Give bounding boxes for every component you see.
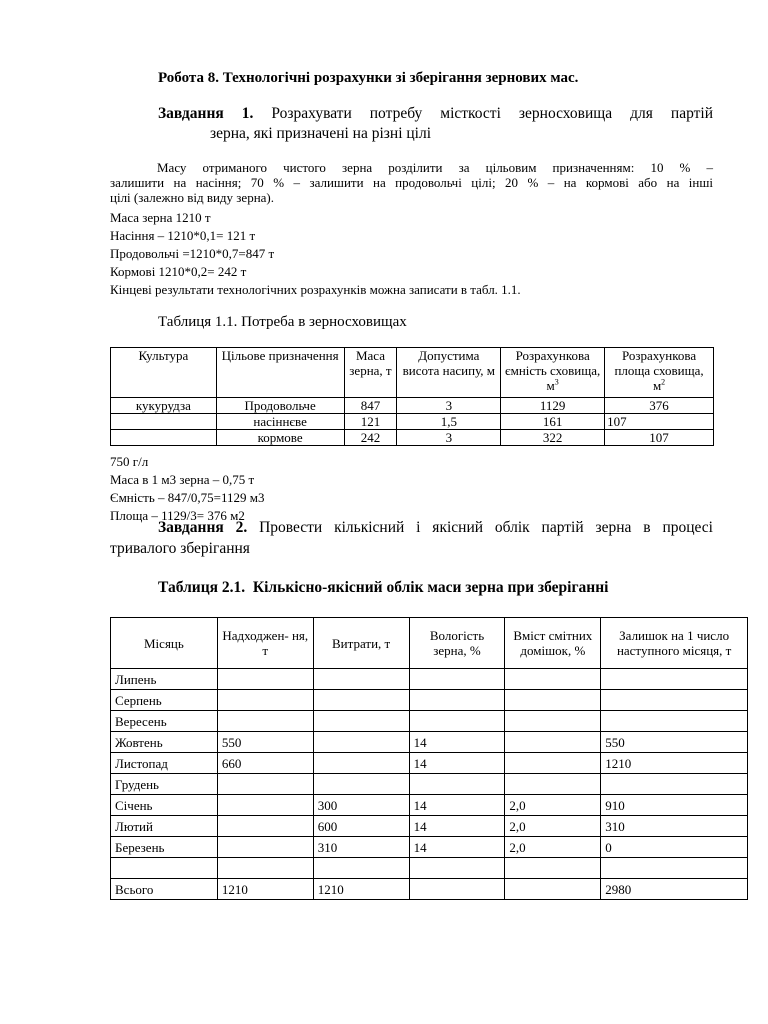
table-cell [409, 711, 505, 732]
table-cell [505, 753, 601, 774]
table-cell: 161 [501, 414, 605, 430]
table1-header: Культура [111, 348, 217, 398]
table-cell: 14 [409, 837, 505, 858]
table-cell [505, 732, 601, 753]
task2 [110, 517, 713, 559]
table-cell [505, 711, 601, 732]
table-cell: 2,0 [505, 837, 601, 858]
table-cell: 14 [409, 753, 505, 774]
task1-label: Завдання 1. [158, 105, 254, 122]
table-total-row [111, 879, 748, 900]
table-row [111, 858, 748, 879]
table-cell: 300 [313, 795, 409, 816]
table2-header-row [111, 618, 748, 669]
table-cell [505, 690, 601, 711]
superscript: 2 [661, 377, 666, 387]
table1-header: Допустима висота насипу, м [397, 348, 501, 398]
table-cell: Жовтень [111, 732, 218, 753]
table-cell: 242 [344, 430, 397, 446]
table1-header: Маса зерна, т [344, 348, 397, 398]
table-cell [505, 858, 601, 879]
table1-header [605, 348, 714, 398]
table-cell [111, 414, 217, 430]
task1-line2: зерна, які призначені на різні цілі [210, 125, 432, 142]
table-cell: 107 [605, 414, 714, 430]
table-cell: 1129 [501, 398, 605, 414]
intro-paragraph [110, 160, 713, 205]
table-row [111, 690, 748, 711]
table-cell [313, 711, 409, 732]
header-text: Розрахункова ємність сховища, м [505, 348, 601, 393]
table1-header: Цільове призначення [216, 348, 344, 398]
calc-line: Насіння – 1210*0,1= 121 т [110, 228, 256, 243]
table-row [111, 398, 714, 414]
table-cell [313, 753, 409, 774]
table-row [111, 414, 714, 430]
task1 [158, 104, 713, 144]
table-cell: 107 [605, 430, 714, 446]
task2-text: Провести кількісний і якісний облік партій зерна в процесі [247, 519, 713, 536]
note-line: Маса в 1 м3 зерна – 0,75 т [110, 472, 255, 487]
table-cell [217, 795, 313, 816]
table-row [111, 711, 748, 732]
table2 [110, 617, 748, 900]
task1-text: Розрахувати потребу місткості зерносховища для партій [253, 105, 713, 122]
table-cell [409, 879, 505, 900]
table-cell [409, 774, 505, 795]
table-cell: 376 [605, 398, 714, 414]
table-cell: Продовольче [216, 398, 344, 414]
table-cell: 660 [217, 753, 313, 774]
table-cell [217, 858, 313, 879]
table-cell: 1210 [217, 879, 313, 900]
table-cell [601, 774, 748, 795]
table-cell: 3 [397, 398, 501, 414]
table-cell: 0 [601, 837, 748, 858]
calc-line: Кінцеві результати технологічних розрахунків можна записати в табл. 1.1. [110, 282, 521, 297]
calc-line: Маса зерна 1210 т [110, 210, 211, 225]
table1-header-row [111, 348, 714, 398]
table-cell: 14 [409, 732, 505, 753]
table-cell: Липень [111, 669, 218, 690]
table-cell: 600 [313, 816, 409, 837]
table-cell [505, 669, 601, 690]
table-cell [313, 774, 409, 795]
task2-label: Завдання 2. [158, 519, 248, 536]
table-cell [409, 858, 505, 879]
table-cell: Березень [111, 837, 218, 858]
table-cell: 550 [217, 732, 313, 753]
table-cell [217, 711, 313, 732]
table2-header: Надходжен- ня, т [217, 618, 313, 669]
table-cell: 14 [409, 816, 505, 837]
calc-lines [110, 209, 521, 299]
table-cell: кукурудза [111, 398, 217, 414]
table-cell [601, 711, 748, 732]
table-row [111, 816, 748, 837]
table2-caption: Таблиця 2.1. Кількісно-якісний облік маси зерна при зберіганні [158, 579, 609, 596]
table-cell: Лютий [111, 816, 218, 837]
table1-notes [110, 453, 264, 525]
table2-header: Вміст смітних домішок, % [505, 618, 601, 669]
intro-line2: залишити на насіння; 70 % – залишити на продовольчі цілі; 20 % – на кормові або на інші [110, 175, 713, 190]
table-cell [601, 690, 748, 711]
intro-line1: Масу отриманого чистого зерна розділити за цільовим призначенням: 10 % – [157, 160, 713, 175]
table-cell [313, 690, 409, 711]
table-cell: 310 [601, 816, 748, 837]
table-cell: 1210 [601, 753, 748, 774]
table2-header: Залишок на 1 число наступного місяця, т [601, 618, 748, 669]
table-row [111, 430, 714, 446]
table-cell [217, 669, 313, 690]
table-cell [313, 732, 409, 753]
table-cell: 1,5 [397, 414, 501, 430]
table-cell: 550 [601, 732, 748, 753]
table-cell: 322 [501, 430, 605, 446]
table-cell [313, 858, 409, 879]
table2-header: Вологість зерна, % [409, 618, 505, 669]
table-cell: насіннєве [216, 414, 344, 430]
table-cell [505, 774, 601, 795]
header-text: Розрахункова площа сховища, м [614, 348, 704, 393]
table-row [111, 669, 748, 690]
table-cell: Січень [111, 795, 218, 816]
table-cell: 2980 [601, 879, 748, 900]
note-line: Ємність – 847/0,75=1129 м3 [110, 490, 265, 505]
task2-line2: тривалого зберігання [110, 540, 250, 557]
table2-header: Витрати, т [313, 618, 409, 669]
table-cell: 2,0 [505, 795, 601, 816]
table-cell: 14 [409, 795, 505, 816]
table-row [111, 774, 748, 795]
table-cell: Грудень [111, 774, 218, 795]
table-cell [217, 774, 313, 795]
calc-line: Кормові 1210*0,2= 242 т [110, 264, 247, 279]
task1-line1 [158, 104, 713, 124]
table-cell [409, 690, 505, 711]
page-title: Робота 8. Технологічні розрахунки зі зберігання зернових мас. [158, 70, 579, 86]
note-line: 750 г/л [110, 454, 149, 469]
task2-line1 [110, 517, 713, 538]
table1 [110, 347, 714, 446]
table-cell [111, 858, 218, 879]
table-cell [601, 669, 748, 690]
table-cell [505, 879, 601, 900]
table2-header: Місяць [111, 618, 218, 669]
table-cell: Листопад [111, 753, 218, 774]
table-cell [111, 430, 217, 446]
table-cell: 910 [601, 795, 748, 816]
table-cell: 1210 [313, 879, 409, 900]
superscript: 3 [554, 377, 559, 387]
table-cell [217, 837, 313, 858]
table-cell: 121 [344, 414, 397, 430]
table-cell [601, 858, 748, 879]
table-cell [313, 669, 409, 690]
table-cell [217, 816, 313, 837]
table-row [111, 732, 748, 753]
table-cell: Серпень [111, 690, 218, 711]
table-cell: 847 [344, 398, 397, 414]
table-cell: Всього [111, 879, 218, 900]
table-row [111, 753, 748, 774]
table-row [111, 837, 748, 858]
table-cell [409, 669, 505, 690]
table-cell [217, 690, 313, 711]
table-cell: 3 [397, 430, 501, 446]
table-cell: 310 [313, 837, 409, 858]
intro-line3: цілі (залежно від виду зерна). [110, 190, 274, 205]
table1-header [501, 348, 605, 398]
table-cell: кормове [216, 430, 344, 446]
table-cell: Вересень [111, 711, 218, 732]
table-row [111, 795, 748, 816]
table1-caption: Таблиця 1.1. Потреба в зерносховищах [158, 314, 407, 330]
table-cell: 2,0 [505, 816, 601, 837]
note-line: Площа – 1129/3= 376 м2 [110, 508, 245, 523]
calc-line: Продовольчі =1210*0,7=847 т [110, 246, 275, 261]
